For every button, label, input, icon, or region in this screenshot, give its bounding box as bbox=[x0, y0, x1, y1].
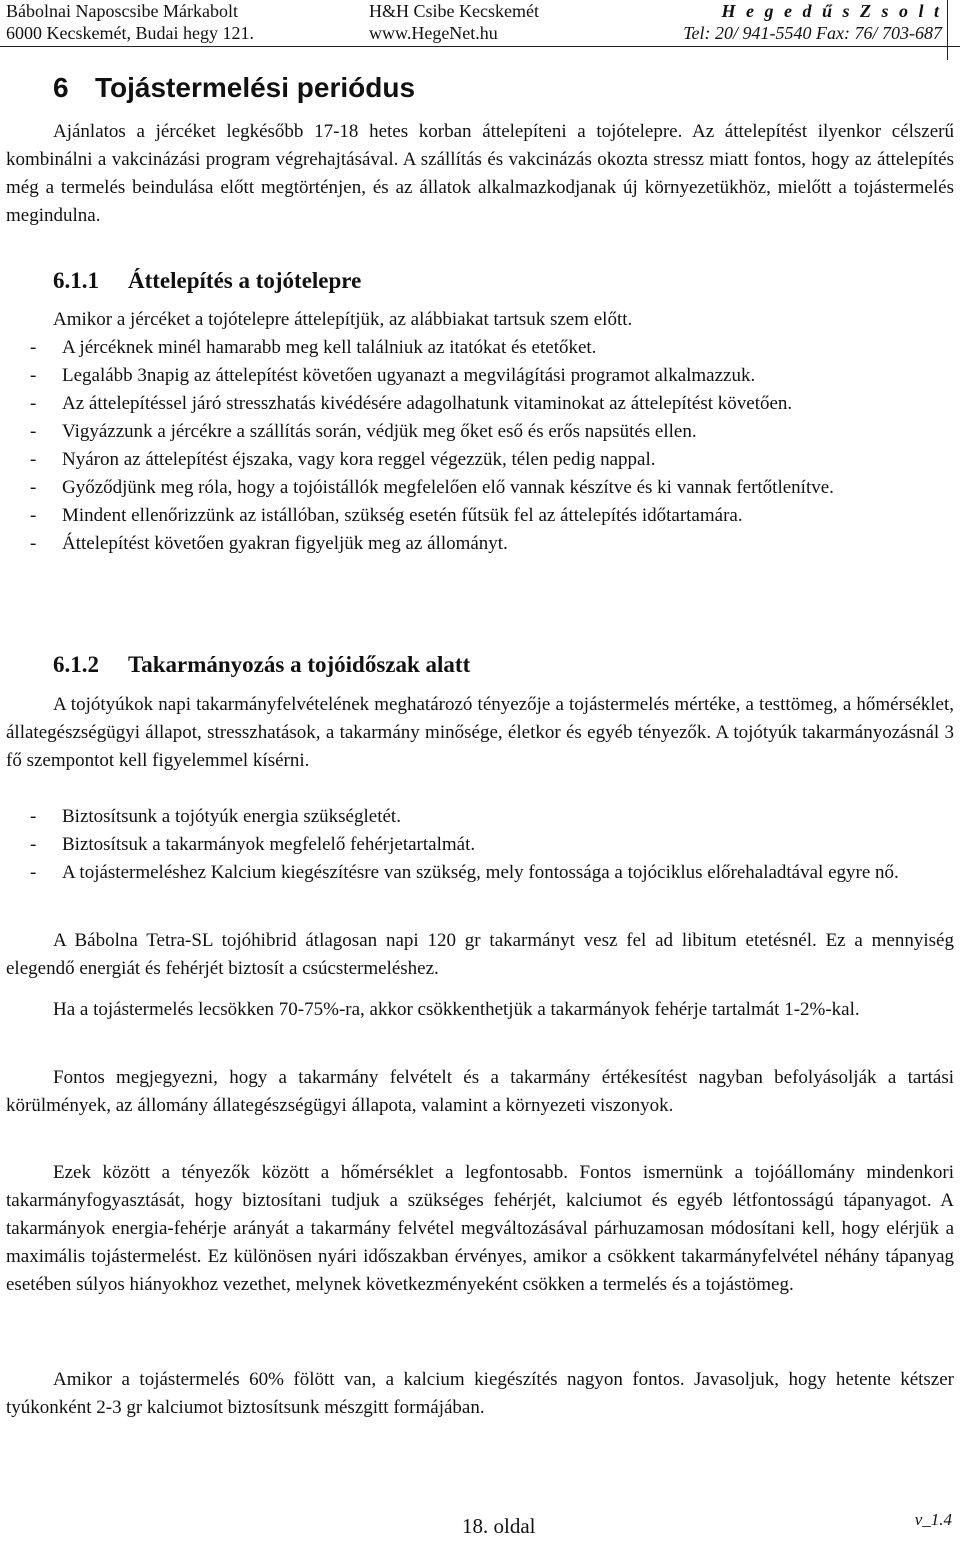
section-title: Takarmányozás a tojóidőszak alatt bbox=[128, 652, 471, 677]
list-item: - Biztosítsuk a takarmányok megfelelő fehérjetartalmát. bbox=[30, 831, 954, 859]
header-company-name: H&H Csibe Kecskemét bbox=[369, 1, 539, 21]
header-vertical-rule bbox=[947, 0, 949, 60]
header-phone-fax: Tel: 20/ 941-5540 Fax: 76/ 703-687 bbox=[683, 23, 942, 43]
list-item: - Áttelepítést követően gyakran figyeljük meg az állományt. bbox=[30, 530, 954, 558]
header-contact bbox=[683, 0, 942, 44]
section-title: Áttelepítés a tojótelepre bbox=[128, 268, 362, 293]
header-shop bbox=[6, 0, 254, 44]
header-company bbox=[369, 0, 539, 44]
section2-list bbox=[30, 803, 954, 887]
section-number: 6.1.2 bbox=[53, 652, 99, 677]
header-website: www.HegeNet.hu bbox=[369, 23, 498, 43]
body-paragraph: Ezek között a tényezők között a hőmérséklet a legfontosabb. Fontos ismernünk a tojóállomány mindenkori takarmányfogyasztását, hogy biztosítani tudjuk a szükséges fehérjét, kalciumot és egyéb létfontosságú tápanyagot. A takarmányok energia-fehérje arányát a takarmány felvétel megváltozásával párhuzamosan módosítani kell, hogy elérjük a maximális tojástermelést. Ez különösen nyári időszakban érvényes, amikor a csökkent takarmányfelvétel néhány tápanyag esetében súlyos hiányokhoz vezethet, melynek következményeként csökken a termelés és a tojástömeg. bbox=[6, 1162, 954, 1295]
version-label: v_1.4 bbox=[914, 1510, 952, 1529]
section1-list bbox=[30, 334, 954, 558]
section-heading-6-1-1 bbox=[53, 268, 361, 294]
header-shop-address: 6000 Kecskemét, Budai hegy 121. bbox=[6, 23, 254, 43]
body-paragraph: Amikor a tojástermelés 60% fölött van, a kalcium kiegészítés nagyon fontos. Javasoljuk, hogy hetente kétszer tyúkonként 2-3 gr kalciumot biztosítsunk mészgitt formájában. bbox=[6, 1369, 954, 1418]
chapter-heading bbox=[53, 72, 415, 104]
header-shop-name: Bábolnai Naposcsibe Márkabolt bbox=[6, 1, 238, 21]
intro-paragraph: Ajánlatos a jércéket legkésőbb 17-18 hetes korban áttelepíteni a tojótelepre. Az áttelepítést ilyenkor célszerű kombinálni a vakcinázási program végrehajtásával. A szállítás és vakcinázás okozta stressz miatt fontos, hogy az áttelepítés még a termelés beindulása előtt megtörténjen, és az állatok alkalmazkodjanak új környezetükhöz, mielőtt a tojástermelés megindulna. bbox=[6, 121, 954, 226]
list-item: - Győződjünk meg róla, hogy a tojóistállók megfelelően elő vannak készítve és ki vannak fertőtlenítve. bbox=[30, 474, 954, 502]
section-heading-6-1-2 bbox=[53, 652, 470, 678]
list-item: - Biztosítsunk a tojótyúk energia szükségletét. bbox=[30, 803, 954, 831]
body-paragraph: A Bábolna Tetra-SL tojóhibrid átlagosan napi 120 gr takarmányt vesz fel ad libitum etetésnél. Ez a mennyiség elegendő energiát és fehérjét biztosít a csúcstermeléshez. bbox=[6, 930, 954, 979]
chapter-title: Tojástermelési periódus bbox=[95, 72, 416, 103]
body-paragraph: Fontos megjegyezni, hogy a takarmány felvételt és a takarmány értékesítést nagyban befolyásolják a tartási körülmények, az állomány állategészségügyi állapota, valamint a környezeti viszonyok. bbox=[6, 1067, 954, 1116]
body-paragraph: Ha a tojástermelés lecsökken 70-75%-ra, akkor csökkenthetjük a takarmányok fehérje tartalmát 1-2%-kal. bbox=[53, 999, 860, 1020]
page-header bbox=[0, 0, 960, 47]
header-person-name: H e g e d ű s Z s o l t bbox=[721, 1, 942, 21]
list-item: - Nyáron az áttelepítést éjszaka, vagy kora reggel végezzük, télen pedig nappal. bbox=[30, 446, 954, 474]
page-number: 18. oldal bbox=[462, 1514, 536, 1538]
chapter-number: 6 bbox=[53, 72, 69, 103]
list-item: - A jércéknek minél hamarabb meg kell találniuk az itatókat és etetőket. bbox=[30, 334, 954, 362]
section2-lead: A tojótyúkok napi takarmányfelvételének meghatározó tényezője a tojástermelés mértéke, a testtömeg, a hőmérséklet, állategészségügyi állapot, stresszhatások, a takarmány minősége, életkor és egyéb tényezők. A tojótyúk takarmányozásnál 3 fő szempontot kell figyelemmel kísérni. bbox=[6, 694, 954, 771]
list-item: - Vigyázzunk a jércékre a szállítás során, védjük meg őket eső és erős napsütés ellen. bbox=[30, 418, 954, 446]
section-number: 6.1.1 bbox=[53, 268, 99, 293]
list-item: - Legalább 3napig az áttelepítést követően ugyanazt a megvilágítási programot alkalmazzuk. bbox=[30, 362, 954, 390]
list-item: - Az áttelepítéssel járó stresszhatás kivédésére adagolhatunk vitaminokat az áttelepítést követően. bbox=[30, 390, 954, 418]
list-item: - Mindent ellenőrizzünk az istállóban, szükség esetén fűtsük fel az áttelepítés időtartamára. bbox=[30, 502, 954, 530]
list-item: - A tojástermeléshez Kalcium kiegészítésre van szükség, mely fontossága a tojóciklus előrehaladtával egyre nő. bbox=[30, 859, 954, 887]
section1-lead: Amikor a jércéket a tojótelepre áttelepítjük, az alábbiakat tartsuk szem előtt. bbox=[53, 309, 633, 330]
